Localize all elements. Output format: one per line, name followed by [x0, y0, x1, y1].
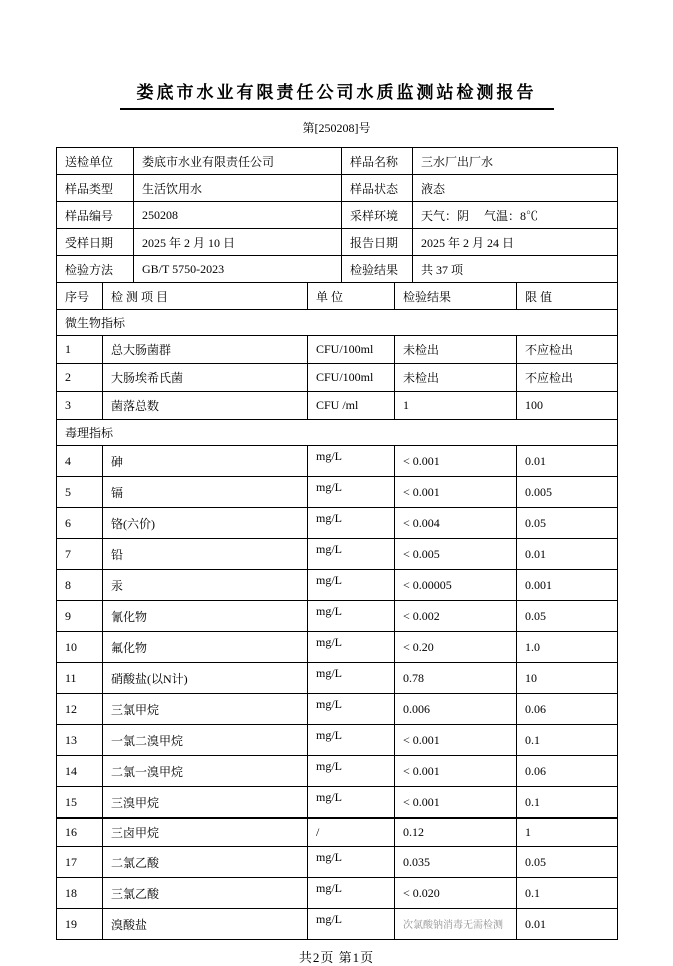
- limit-cell: 0.1: [517, 725, 618, 756]
- section-label-cell: 毒理指标: [57, 420, 618, 446]
- unit-cell: mg/L: [308, 446, 395, 477]
- item-name-cell: 铅: [103, 539, 308, 570]
- info-label-cell: 采样环境: [342, 202, 413, 229]
- result-row: [57, 725, 618, 756]
- item-name-cell: 二氯乙酸: [103, 847, 308, 878]
- info-row: [57, 175, 618, 202]
- result-value: < 0.001: [403, 763, 440, 778]
- info-label-cell: 检验结果: [342, 256, 413, 283]
- result-row: [57, 756, 618, 787]
- result-row: [57, 601, 618, 632]
- result-value: < 0.004: [403, 515, 440, 530]
- item-name-cell: 硝酸盐(以N计): [103, 663, 308, 694]
- result-cell: [395, 336, 517, 364]
- row-number-cell: 1: [57, 336, 103, 364]
- limit-cell: 不应检出: [517, 336, 618, 364]
- info-value-cell: 共 37 项: [413, 256, 618, 283]
- info-value-cell: 2025 年 2 月 24 日: [413, 229, 618, 256]
- row-number-cell: 14: [57, 756, 103, 787]
- info-label-cell: 样品名称: [342, 148, 413, 175]
- item-name-cell: 汞: [103, 570, 308, 601]
- item-name-cell: 三溴甲烷: [103, 787, 308, 819]
- result-row: [57, 818, 618, 847]
- result-value: < 0.001: [403, 732, 440, 747]
- result-row: [57, 392, 618, 420]
- result-value: < 0.001: [403, 794, 440, 809]
- info-value-cell: 天气：阴 气温：8℃: [413, 202, 618, 229]
- item-name-cell: 总大肠菌群: [103, 336, 308, 364]
- result-row: [57, 847, 618, 878]
- results-table: [56, 282, 618, 940]
- info-value-cell: 生活饮用水: [134, 175, 342, 202]
- result-value: < 0.20: [403, 639, 434, 654]
- result-value: < 0.001: [403, 484, 440, 499]
- col-header-item: 检 测 项 目: [103, 283, 308, 310]
- item-name-cell: 氟化物: [103, 632, 308, 663]
- result-value: < 0.00005: [403, 577, 452, 592]
- result-row: [57, 539, 618, 570]
- limit-cell: 0.01: [517, 909, 618, 940]
- result-row: [57, 336, 618, 364]
- result-value: 0.12: [403, 825, 424, 839]
- item-name-cell: 二氯一溴甲烷: [103, 756, 308, 787]
- result-row: [57, 694, 618, 725]
- limit-cell: 0.06: [517, 694, 618, 725]
- limit-cell: 0.05: [517, 847, 618, 878]
- info-value-cell: 三水厂出厂水: [413, 148, 618, 175]
- info-label-cell: 报告日期: [342, 229, 413, 256]
- result-cell: [395, 446, 517, 477]
- row-number-cell: 10: [57, 632, 103, 663]
- info-label-cell: 检验方法: [57, 256, 134, 283]
- limit-cell: 0.005: [517, 477, 618, 508]
- result-row: [57, 787, 618, 819]
- result-cell: [395, 787, 517, 819]
- limit-cell: 0.001: [517, 570, 618, 601]
- col-header-limit: 限 值: [517, 283, 618, 310]
- row-number-cell: 9: [57, 601, 103, 632]
- row-number-cell: 13: [57, 725, 103, 756]
- unit-cell: CFU /ml: [308, 392, 395, 420]
- info-row: [57, 229, 618, 256]
- info-label-cell: 送检单位: [57, 148, 134, 175]
- item-name-cell: 三卤甲烷: [103, 818, 308, 847]
- item-name-cell: 铬(六价): [103, 508, 308, 539]
- info-value-cell: 液态: [413, 175, 618, 202]
- row-number-cell: 7: [57, 539, 103, 570]
- info-value-cell: 250208: [134, 202, 342, 229]
- limit-cell: 1.0: [517, 632, 618, 663]
- page-title: 娄底市水业有限责任公司水质监测站检测报告: [120, 78, 554, 110]
- limit-cell: 0.05: [517, 508, 618, 539]
- item-name-cell: 镉: [103, 477, 308, 508]
- row-number-cell: 19: [57, 909, 103, 940]
- info-value-cell: 2025 年 2 月 10 日: [134, 229, 342, 256]
- result-cell: [395, 477, 517, 508]
- limit-cell: 10: [517, 663, 618, 694]
- result-cell: [395, 392, 517, 420]
- result-row: [57, 508, 618, 539]
- result-value: 未检出: [403, 371, 440, 385]
- limit-cell: 100: [517, 392, 618, 420]
- item-name-cell: 氰化物: [103, 601, 308, 632]
- unit-cell: mg/L: [308, 725, 395, 756]
- info-label-cell: 样品编号: [57, 202, 134, 229]
- limit-cell: 0.06: [517, 756, 618, 787]
- result-row: [57, 570, 618, 601]
- result-cell: [395, 632, 517, 663]
- result-cell: [395, 364, 517, 392]
- page-footer: 共2页 第1页: [298, 950, 375, 965]
- result-value: 0.035: [403, 854, 430, 869]
- item-name-cell: 砷: [103, 446, 308, 477]
- row-number-cell: 8: [57, 570, 103, 601]
- row-number-cell: 2: [57, 364, 103, 392]
- section-label-cell: 微生物指标: [57, 310, 618, 336]
- result-cell: [395, 539, 517, 570]
- result-cell: [395, 570, 517, 601]
- limit-cell: 0.05: [517, 601, 618, 632]
- section-row: [57, 310, 618, 336]
- unit-cell: mg/L: [308, 663, 395, 694]
- unit-cell: CFU/100ml: [308, 364, 395, 392]
- result-cell: [395, 909, 517, 940]
- result-row: [57, 632, 618, 663]
- row-number-cell: 5: [57, 477, 103, 508]
- result-cell: [395, 756, 517, 787]
- unit-cell: mg/L: [308, 909, 395, 940]
- result-row: [57, 878, 618, 909]
- item-name-cell: 三氯乙酸: [103, 878, 308, 909]
- unit-cell: mg/L: [308, 878, 395, 909]
- result-value: 0.006: [403, 701, 430, 716]
- result-row: [57, 477, 618, 508]
- results-header-row: [57, 283, 618, 310]
- report-number: 第[250208]号: [302, 121, 371, 135]
- unit-cell: mg/L: [308, 787, 395, 819]
- result-cell: [395, 694, 517, 725]
- item-name-cell: 三氯甲烷: [103, 694, 308, 725]
- col-header-unit: 单 位: [308, 283, 395, 310]
- result-row: [57, 663, 618, 694]
- row-number-cell: 18: [57, 878, 103, 909]
- section-row: [57, 420, 618, 446]
- limit-cell: 1: [517, 818, 618, 847]
- result-value: < 0.020: [403, 885, 440, 900]
- info-value-cell: 娄底市水业有限责任公司: [134, 148, 342, 175]
- unit-cell: mg/L: [308, 847, 395, 878]
- unit-cell: mg/L: [308, 694, 395, 725]
- limit-cell: 不应检出: [517, 364, 618, 392]
- result-cell: [395, 725, 517, 756]
- unit-cell: mg/L: [308, 508, 395, 539]
- info-row: [57, 148, 618, 175]
- row-number-cell: 15: [57, 787, 103, 819]
- unit-cell: /: [308, 818, 395, 847]
- item-name-cell: 大肠埃希氏菌: [103, 364, 308, 392]
- limit-cell: 0.1: [517, 878, 618, 909]
- row-number-cell: 16: [57, 818, 103, 847]
- row-number-cell: 11: [57, 663, 103, 694]
- info-label-cell: 样品类型: [57, 175, 134, 202]
- info-row: [57, 256, 618, 283]
- result-row: [57, 364, 618, 392]
- row-number-cell: 6: [57, 508, 103, 539]
- result-cell: [395, 818, 517, 847]
- limit-cell: 0.1: [517, 787, 618, 819]
- result-cell: [395, 663, 517, 694]
- unit-cell: mg/L: [308, 756, 395, 787]
- result-cell: [395, 508, 517, 539]
- result-value: < 0.005: [403, 546, 440, 561]
- row-number-cell: 12: [57, 694, 103, 725]
- result-value: 次氯酸钠消毒无需检测: [403, 920, 503, 931]
- unit-cell: mg/L: [308, 477, 395, 508]
- result-row: [57, 909, 618, 940]
- result-value: 未检出: [403, 343, 440, 357]
- info-row: [57, 202, 618, 229]
- title-wrap: [0, 78, 673, 110]
- unit-cell: mg/L: [308, 632, 395, 663]
- result-cell: [395, 601, 517, 632]
- item-name-cell: 一氯二溴甲烷: [103, 725, 308, 756]
- result-value: < 0.001: [403, 453, 440, 468]
- row-number-cell: 4: [57, 446, 103, 477]
- col-header-no: 序号: [57, 283, 103, 310]
- item-name-cell: 溴酸盐: [103, 909, 308, 940]
- info-label-cell: 受样日期: [57, 229, 134, 256]
- unit-cell: mg/L: [308, 601, 395, 632]
- result-value: 0.78: [403, 670, 424, 685]
- result-value: < 0.002: [403, 608, 440, 623]
- result-value: 1: [403, 398, 409, 412]
- row-number-cell: 3: [57, 392, 103, 420]
- col-header-result: 检验结果: [395, 283, 517, 310]
- sample-info-table: [56, 147, 618, 283]
- info-label-cell: 样品状态: [342, 175, 413, 202]
- unit-cell: mg/L: [308, 570, 395, 601]
- result-cell: [395, 847, 517, 878]
- unit-cell: mg/L: [308, 539, 395, 570]
- unit-cell: CFU/100ml: [308, 336, 395, 364]
- result-row: [57, 446, 618, 477]
- limit-cell: 0.01: [517, 539, 618, 570]
- item-name-cell: 菌落总数: [103, 392, 308, 420]
- limit-cell: 0.01: [517, 446, 618, 477]
- info-value-cell: GB/T 5750-2023: [134, 256, 342, 283]
- result-cell: [395, 878, 517, 909]
- report-tables: [56, 147, 617, 940]
- row-number-cell: 17: [57, 847, 103, 878]
